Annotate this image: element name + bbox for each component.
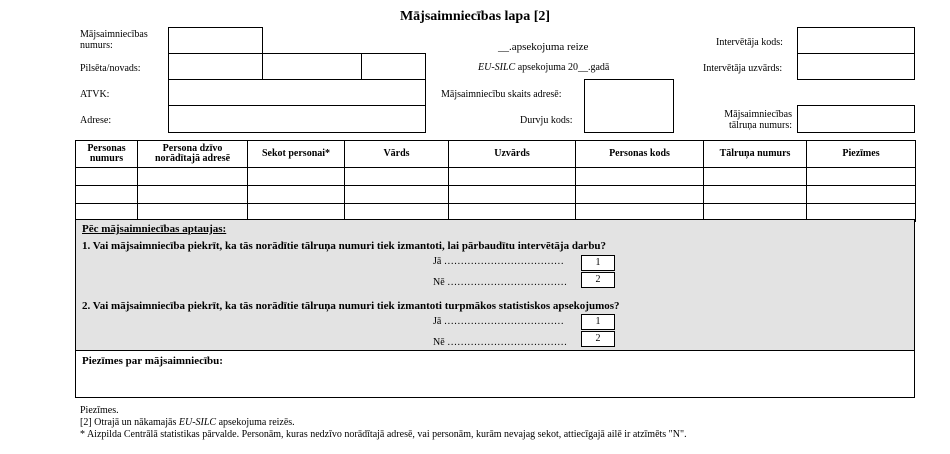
q1-yes-label: Jā ……………………………… — [433, 256, 564, 267]
footnotes-heading: Piezīmes. — [80, 405, 119, 416]
household-phone-field[interactable] — [797, 105, 915, 133]
table-cell[interactable] — [449, 168, 576, 186]
table-cell[interactable] — [807, 168, 916, 186]
col-person-number-line2: numurs — [89, 153, 124, 164]
col-personal-code: Personas kods — [576, 141, 704, 168]
address-label: Adrese: — [80, 115, 112, 126]
footnote-2-text-a: [2] Otrajā un nākamajās — [80, 417, 179, 428]
footnote-2 — [80, 417, 687, 429]
footnote-2-text-b: apsekojuma reizēs. — [216, 417, 295, 428]
table-cell[interactable] — [138, 186, 248, 204]
after-survey-heading: Pēc mājsaimniecības aptaujas: — [82, 223, 227, 235]
atvk-field[interactable] — [168, 79, 426, 106]
census-district-label-frame — [263, 53, 362, 80]
atvk-label: ATVK: — [80, 89, 110, 100]
census-district-field[interactable] — [361, 53, 426, 80]
q2-no-code-box[interactable]: 2 — [581, 331, 615, 347]
col-notes: Piezīmes — [807, 141, 916, 168]
household-phone-label-line2: tālruņa numurs: — [728, 120, 792, 131]
question-2: 2. Vai mājsaimniecība piekrīt, ka tās norādītie tālruņa numuri tiek izmantoti turpmākos statistiskos apsekojumos? — [82, 300, 620, 312]
q2-yes-code-box[interactable]: 1 — [581, 314, 615, 330]
interviewer-code-field[interactable] — [797, 27, 915, 54]
q1-yes-code-box[interactable]: 1 — [581, 255, 615, 271]
footnote-2-italic: EU-SILC — [178, 417, 217, 428]
household-count-field[interactable] — [584, 79, 674, 133]
survey-name-italic: EU-SILC — [478, 62, 516, 73]
interviewer-surname-field[interactable] — [797, 53, 915, 80]
table-cell[interactable] — [576, 186, 704, 204]
page-title: Mājsaimniecības lapa [2] — [399, 9, 551, 24]
col-follow-person: Sekot personai* — [248, 141, 345, 168]
household-count-label: Mājsaimniecību skaits adresē: — [441, 89, 562, 100]
door-code-label: Durvju kods: — [520, 115, 573, 126]
col-person-number-line1: Personas — [87, 143, 126, 154]
q2-yes-label: Jā ……………………………… — [433, 316, 564, 327]
table-row — [76, 186, 916, 204]
col-surname: Uzvārds — [449, 141, 576, 168]
visit-number-label: __.apsekojuma reize — [498, 41, 589, 53]
city-label: Pilsēta/novads: — [80, 63, 141, 74]
table-cell[interactable] — [138, 168, 248, 186]
q1-no-label: Nē ……………………………… — [433, 277, 568, 288]
interviewer-code-label: Intervētāja kods: — [716, 37, 783, 48]
interviewer-surname-label: Intervētāja uzvārds: — [703, 63, 783, 74]
persons-table — [75, 140, 916, 222]
survey-year-text: apsekojuma 20__.gadā — [515, 62, 610, 73]
q1-no-code-box[interactable]: 2 — [581, 272, 615, 288]
after-survey-section — [75, 219, 915, 351]
table-cell[interactable] — [449, 186, 576, 204]
table-cell[interactable] — [248, 168, 345, 186]
col-person-number — [76, 141, 138, 168]
col-phone-number: Tālruņa numurs — [704, 141, 807, 168]
table-row — [76, 168, 916, 186]
table-cell[interactable] — [704, 186, 807, 204]
household-number-label-line1: Mājsaimniecības — [80, 29, 148, 40]
table-cell[interactable] — [807, 186, 916, 204]
col-lives-at-address — [138, 141, 248, 168]
table-cell[interactable] — [345, 186, 449, 204]
household-phone-label — [704, 109, 792, 131]
household-number-label — [80, 29, 148, 51]
col-first-name: Vārds — [345, 141, 449, 168]
household-notes-label: Piezīmes par mājsaimniecību: — [82, 355, 223, 367]
col-lives-at-address-line1: Persona dzīvo — [162, 143, 223, 154]
footnotes — [80, 405, 687, 441]
table-cell[interactable] — [704, 168, 807, 186]
household-number-label-line2: numurs: — [80, 40, 113, 51]
table-cell[interactable] — [76, 168, 138, 186]
q2-no-label: Nē ……………………………… — [433, 337, 568, 348]
household-notes-field[interactable] — [75, 350, 915, 398]
table-header-row — [76, 141, 916, 168]
survey-year-label — [478, 62, 609, 73]
household-number-field[interactable] — [168, 27, 263, 54]
table-cell[interactable] — [576, 168, 704, 186]
col-lives-at-address-line2: norādītajā adresē — [154, 153, 231, 164]
table-cell[interactable] — [248, 186, 345, 204]
table-cell[interactable] — [345, 168, 449, 186]
table-cell[interactable] — [76, 186, 138, 204]
footnote-star: * Aizpilda Centrālā statistikas pārvalde. Personām, kuras nedzīvo norādītajā adresē, vai personām, kurām nevajag sekot, attiecīgajā ailē ir atzīmēts "N". — [80, 429, 687, 440]
question-1: 1. Vai mājsaimniecība piekrīt, ka tās norādītie tālruņa numuri tiek izmantoti, lai pārbaudītu intervētāja darbu? — [82, 240, 607, 252]
city-field[interactable] — [168, 53, 263, 80]
household-phone-label-line1: Mājsaimniecības — [724, 109, 792, 120]
address-field[interactable] — [168, 105, 426, 133]
